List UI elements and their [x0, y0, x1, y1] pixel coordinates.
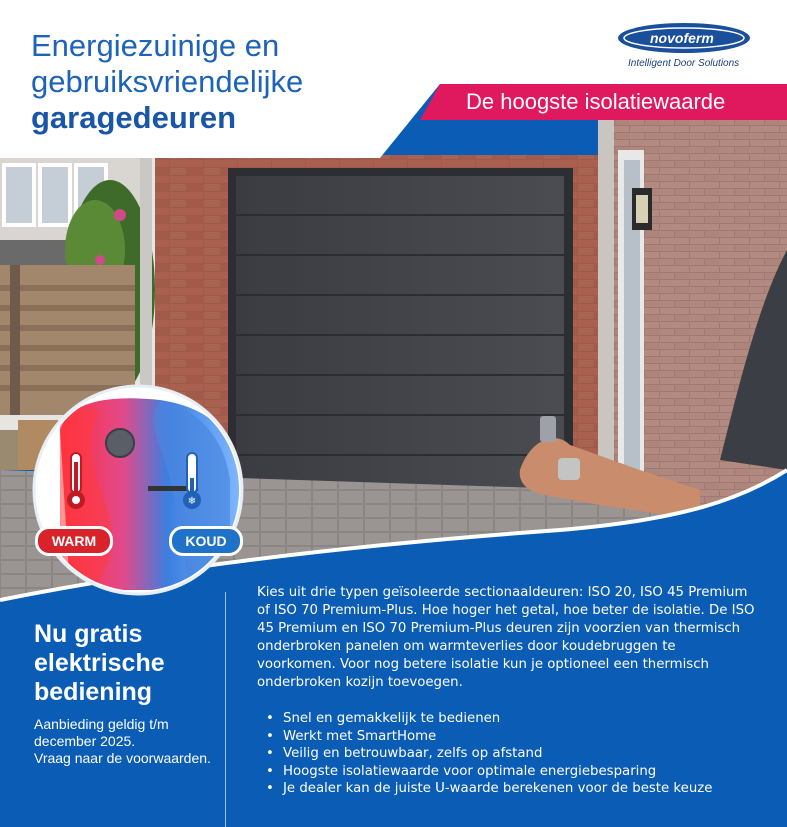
offer-text-line-1: Aanbieding geldig t/m: [34, 716, 169, 732]
title-line-3: garagedeuren: [31, 100, 237, 135]
product-description: Kies uit drie typen geïsoleerde sectionaaldeuren: ISO 20, ISO 45 Premium of ISO 70 Premium-Plus. Hoe hoger het getal, hoe beter de isolatie. De ISO 45 Premium en ISO 70 Premium-Plus deuren zijn voorzien van thermisch onderbroken panelen om warmteverlies door koudebruggen te voorkomen. Voor nog betere isolatie kun je optioneel een thermisch onderbroken kozijn toevoegen.: [257, 585, 755, 690]
title-line-1: Energiezuinige en: [31, 28, 280, 63]
list-item: • Snel en gemakkelijk te bedienen: [257, 710, 777, 728]
page-title: [31, 28, 303, 136]
list-item: • Je dealer kan de juiste U-waarde berekenen voor de beste keuze: [257, 780, 777, 798]
offer-text: [34, 716, 234, 767]
list-item: • Veilig en betrouwbaar, zelfs op afstand: [257, 745, 777, 763]
feature-list: [257, 710, 777, 798]
title-line-2: gebruiksvriendelijke: [31, 64, 304, 99]
list-item: • Werkt met SmartHome: [257, 728, 777, 746]
brand-slogan: Intelligent Door Solutions: [628, 58, 740, 69]
offer-text-line-2: december 2025.: [34, 733, 136, 749]
divider: [225, 592, 226, 827]
cold-badge: KOUD: [169, 526, 243, 556]
list-item: • Hoogste isolatiewaarde voor optimale energiebesparing: [257, 763, 777, 781]
offer-title: Nu gratis elektrische bediening: [34, 620, 165, 706]
tagline: De hoogste isolatiewaarde: [466, 89, 726, 114]
warm-badge: WARM: [35, 526, 113, 556]
svg-text:❄: ❄: [187, 496, 197, 507]
offer-text-line-3: Vraag naar de voorwaarden.: [34, 750, 211, 766]
brand-logo: novoferm: [650, 30, 714, 46]
